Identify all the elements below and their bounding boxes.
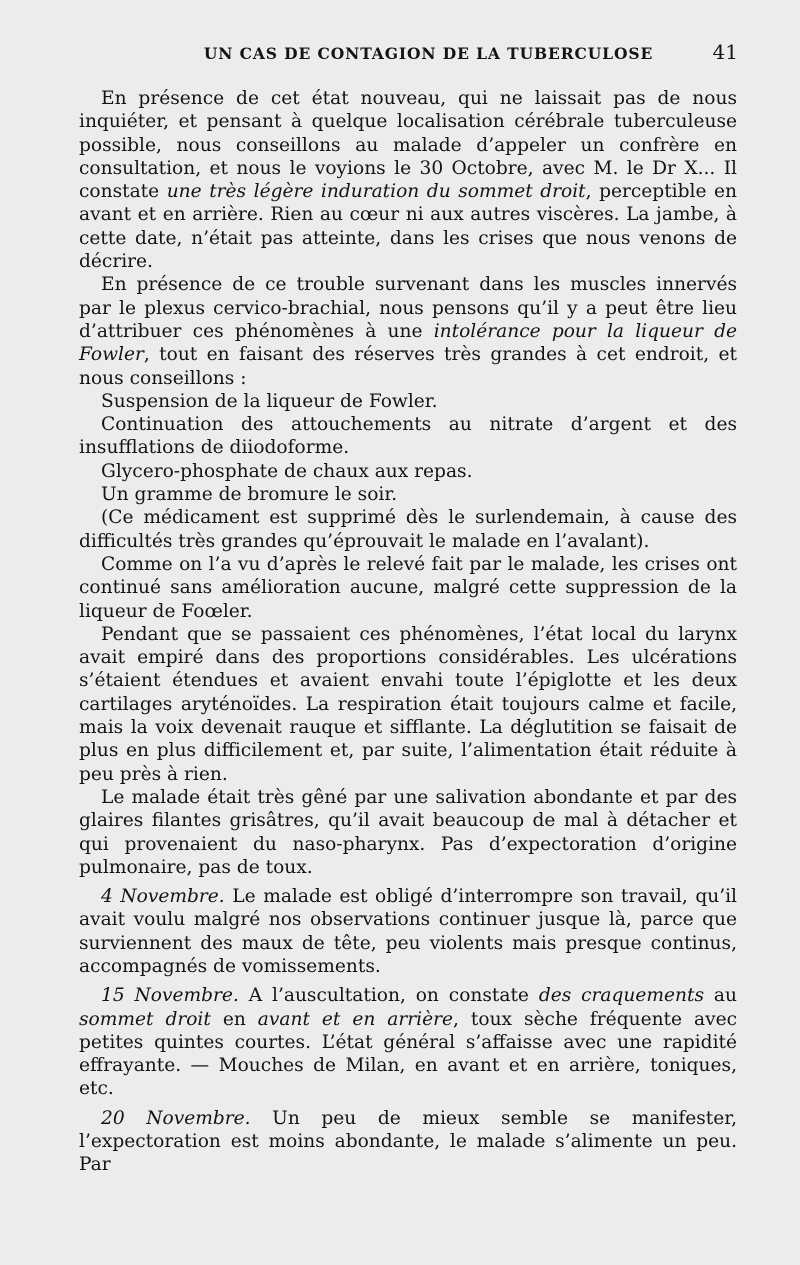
text-run: Glycero-phosphate de chaux aux repas. xyxy=(101,460,473,482)
text-run: , toux sèche fréquente avec petites quintes courtes. L’état général s’affaisse avec une rapidité effrayante. — Mouches de Milan, en avant et en arrière, toniques, etc. xyxy=(79,1008,738,1100)
paragraph xyxy=(79,413,737,460)
paragraph xyxy=(79,1107,737,1177)
text-run: En présence de cet état nouveau, qui ne laissait pas de nous inquiéter, et pensant à quelque localisation cérébrale tuberculeuse possible, nous conseillons au malade d’appeler un confrère en consultation, et nous le voyions le 30 Octobre, avec M. le Dr X... Il constate xyxy=(79,88,737,203)
text-run: , tout en faisant des réserves très grandes à cet endroit, et nous conseillons : xyxy=(79,344,737,389)
paragraph xyxy=(79,273,737,389)
italic-text: une très légère induration du sommet droit xyxy=(166,181,586,203)
text-run: au xyxy=(704,985,737,1007)
text-run: , perceptible en avant et en arrière. Rien au cœur ni aux autres viscères. La jambe, à cette date, n’était pas atteinte, dans les crises que nous venons de décrire. xyxy=(79,181,737,273)
text-run: Le malade est obligé d’interrompre son travail, qu’il avait voulu malgré nos observations continuer jusque là, parce que surviennent des maux de tête, peu violents mais presque continus, accompagnés de vomissements. xyxy=(79,886,737,977)
running-title: UN CAS DE CONTAGION DE LA TUBERCULOSE xyxy=(203,44,654,63)
text-run: Un gramme de bromure le soir. xyxy=(101,484,398,506)
italic-text: 15 Novembre. xyxy=(101,985,239,1007)
text-run: Continuation des attouchements au nitrate d’argent et des insufflations de diiodoforme. xyxy=(79,414,737,459)
text-run: (Ce médicament est supprimé dès le surlendemain, à cause des difficultés très grandes qu’éprouvait le malade en l’avalant). xyxy=(79,507,737,552)
text-run: Le malade était très gêné par une salivation abondante et par des glaires filantes grisâtres, qu’il avait beaucoup de mal à détacher et qui provenaient du naso-pharynx. Pas d’expectoration d’origine pulmonaire, pas de toux. xyxy=(79,786,737,878)
text-run: Un peu de mieux semble se manifester, l’expectoration est moins abondante, le malade s’alimente un peu. Par xyxy=(79,1107,737,1176)
italic-text: 20 Novembre. xyxy=(101,1107,251,1129)
page-number: 41 xyxy=(712,40,738,64)
paragraph xyxy=(79,623,737,786)
paragraph xyxy=(79,553,737,623)
italic-text: avant et en arrière xyxy=(257,1008,454,1030)
text-run: Suspension de la liqueur de Fowler. xyxy=(101,390,438,412)
paragraph xyxy=(79,390,737,413)
body-text xyxy=(79,87,737,1177)
italic-text: sommet droit xyxy=(79,1008,211,1030)
paragraph xyxy=(79,483,737,506)
italic-text: intolérance pour la liqueur de Fowler xyxy=(79,320,737,366)
paragraph xyxy=(79,984,737,1100)
text-run: Comme on l’a vu d’après le relevé fait par le malade, les crises ont continué sans amélioration aucune, malgré cette suppression de la liqueur de Foœler. xyxy=(79,553,737,622)
paragraph xyxy=(79,506,737,553)
text-run: en xyxy=(210,1008,258,1030)
text-run: En présence de ce trouble survenant dans les muscles innervés par le plexus cervico-brachial, nous pensons qu’il y a peut être lieu d’attribuer ces phénomènes à une xyxy=(79,274,737,342)
page-header xyxy=(79,40,738,68)
text-run: A l’auscultation, on constate xyxy=(238,985,539,1007)
paragraph xyxy=(79,87,737,273)
paragraph xyxy=(79,885,737,978)
italic-text: 4 Novembre. xyxy=(101,886,225,908)
italic-text: des craquements xyxy=(538,985,705,1007)
text-run: Pendant que se passaient ces phénomènes, l’état local du larynx avait empiré dans des proportions considérables. Les ulcérations s’étaient étendues et avaient envahi toute l’épiglotte et les deux cartilages aryténoïdes. La respiration était toujours calme et facile, mais la voix devenait rauque et sifflante. La déglutition se faisait de plus en plus difficilement et, par suite, l’alimentation était réduite à peu près à rien. xyxy=(79,623,737,785)
paragraph xyxy=(79,786,737,879)
paragraph xyxy=(79,460,737,483)
